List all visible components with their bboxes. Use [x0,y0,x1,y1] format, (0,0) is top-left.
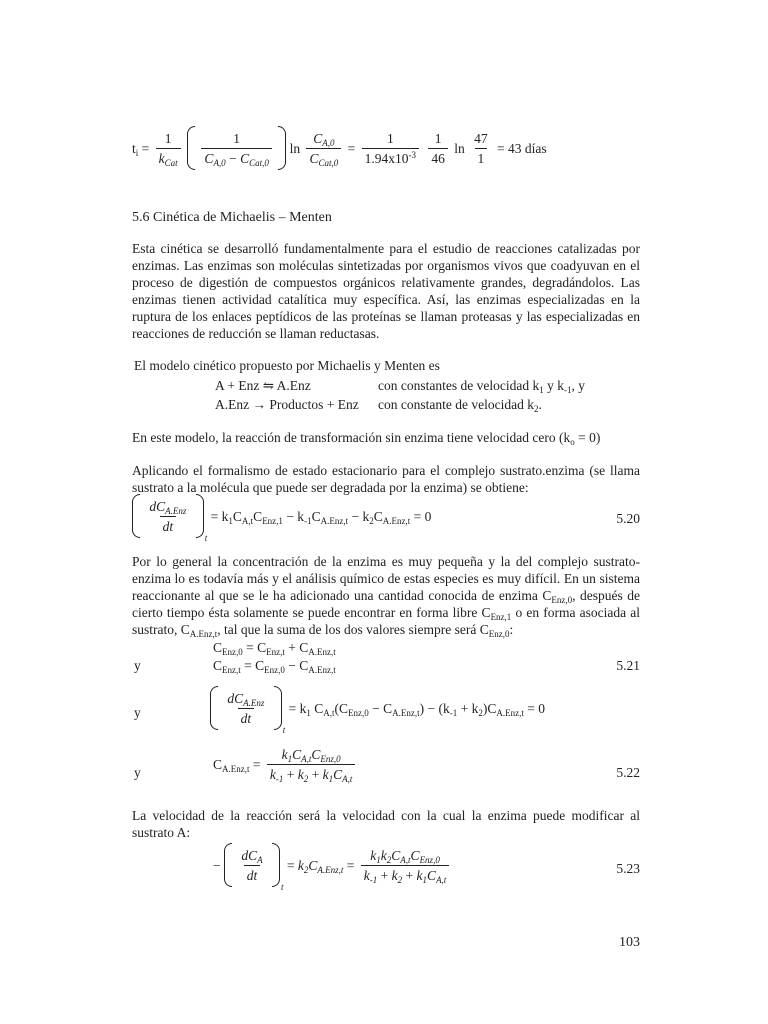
velocity-text: La velocidad de la reacción será la velocidad con la cual la enzima puede modificar al sustrato A: [132,808,640,840]
equation-number: 5.20 [616,511,640,526]
conjunction-y: y [134,658,141,673]
free-enzyme-eq: $C_{Enz,t} = C_{Enz,0} - C_{A.Enz,t}$ [213,658,336,675]
reaction-1-constants: con constantes de velocidad $k_1$ y $k_{-1}$, y [378,378,585,395]
equation-ti: $t_i$ = $\frac{1}{k_{Cat}}$ $\frac{1}{C_{A,0} - C_{Cat,0}}$ ln $\frac{C_{A,0}}{C_{Cat,0}}$ = $\frac{1}{1.94x10^{-3}}$ $\frac{1}{46}$ ln $\frac{47}{1}$ = 43 días [132,120,640,180]
substituted-equation: $\frac{dC_{A.Enz}}{dt}$ $t = k_1$ $C_{A,t}(C_{Enz,0} - C_{A.Enz,t}) - (k_{-1} + k_2)C_{A.Enz,t} = 0$ [210,686,545,739]
equation-5-23: − $\frac{dC_A}{dt}$ $t = k_2C_{A.Enz,t}$ = $\frac{k_1k_2C_{A,t}C_{Enz,0}}{k_{-1} + k_2 + k_1C_{A,t}}$ [213,843,452,896]
equation-number: 5.23 [616,861,640,876]
reaction-2: A.Enz → Productos + Enz [215,397,359,412]
conjunction-y: y [134,765,141,780]
reaction-1: A + Enz ⇋ A.Enz [215,378,311,393]
equation-number: 5.21 [616,658,640,673]
conjunction-y: y [134,705,141,720]
model-note: En este modelo, la reacción de transformación sin enzima tiene velocidad cero $(k_o = 0)$ [132,430,601,447]
paragraph-enzyme-balance: Por lo general la concentración de la enzima es muy pequeña y la del complejo sustrato-enzima lo es todavía más y el análisis químico de estas especies es muy difícil. En un sistema reaccionante al que se le ha adicionado una cantidad conocida de enzima $C_{Enz,0}$, después de cierto tiempo ésta solamente se puede encontrar en forma libre $C_{Enz,1}$ o en forma asociada al sustrato, $C_{A.Enz,t}$, tal que la suma de los dos valores siempre será $C_{Enz,0}$: [132,554,640,639]
reaction-2-constants: con constante de velocidad $k_2$. [378,397,542,414]
top-result: = 43 días [497,140,547,156]
equation-number: 5.22 [616,765,640,780]
equation-5-22: $C_{A.Enz,t}$ = $\frac{k_1C_{A,t}C_{Enz,0}}{k_{-1} + k_2 + k_1C_{A,t}}$ [213,746,358,783]
section-heading: 5.6 Cinética de Michaelis – Menten [132,210,332,225]
paragraph-intro: Esta cinética se desarrolló fundamentalmente para el estudio de reacciones catalizadas por enzimas. Las enzimas son moléculas sintetizadas por organismos vivos que coadyuvan en el proceso de digestión de compuestos orgánicos relativamente grandes, degradándolos. Las enzimas tienen actividad catalítica muy específica. Así, las enzimas especializadas en la ruptura de los enlaces peptídicos de las proteínas se llaman proteasas y las especializadas en reacciones de reducción se llaman reductasas. [132,241,640,341]
enzyme-balance-eq: $C_{Enz,0} = C_{Enz,t} + C_{A.Enz,t}$ [213,640,336,657]
model-intro: El modelo cinético propuesto por Michaelis y Menten es [134,358,440,373]
steady-state-text: Aplicando el formalismo de estado estacionario para el complejo sustrato.enzima (se llama sustrato a la molécula que puede ser degradada por la enzima) se obtiene: [132,463,640,495]
equation-5-20: $\frac{dC_{A.Enz}}{dt}$ $t = k_1C_{A,t}C_{Enz,1} - k_{-1}C_{A.Enz,t} - k_2C_{A.Enz,t} = 0$ 5.20 [132,494,640,554]
page-number: 103 [619,935,640,950]
